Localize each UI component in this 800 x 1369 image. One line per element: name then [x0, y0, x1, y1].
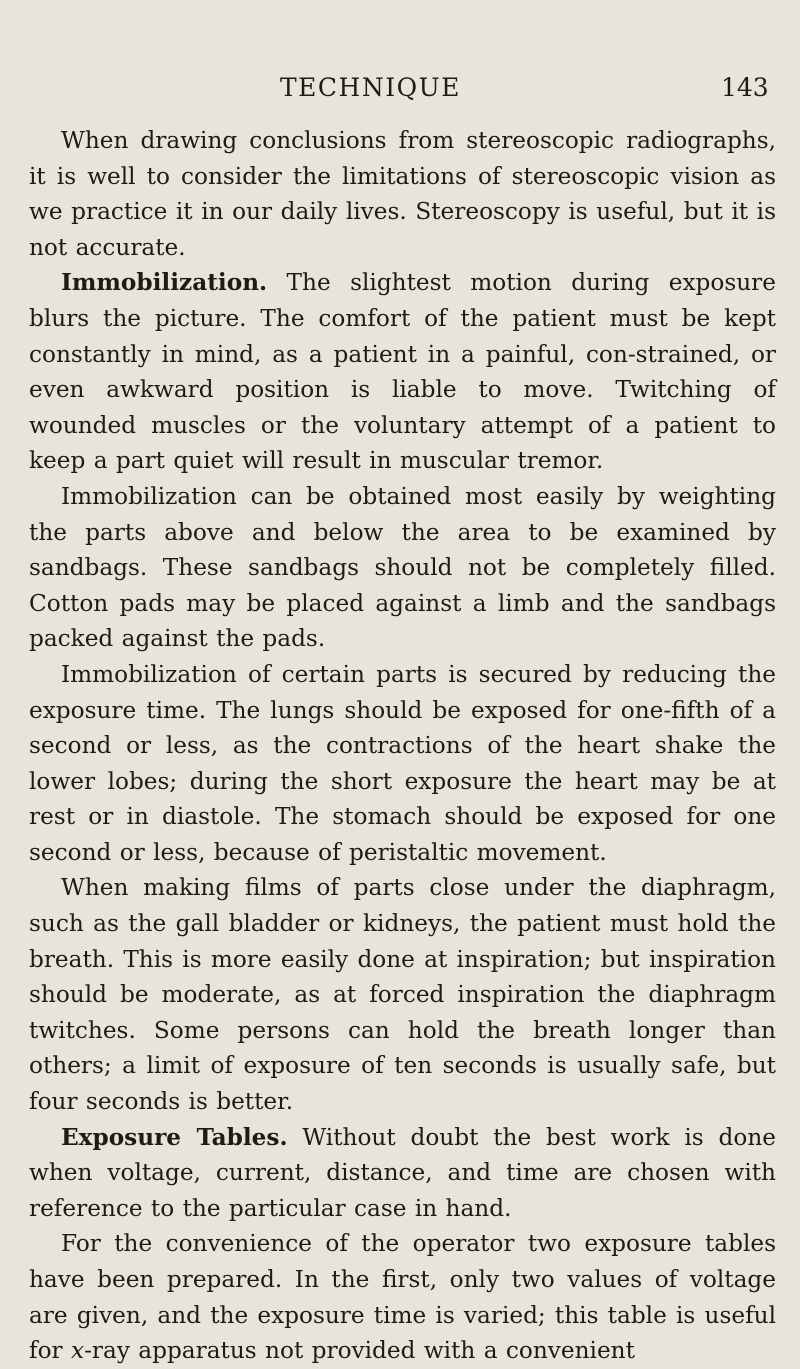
paragraph-text: -ray apparatus not provided with a convenient: [84, 1337, 635, 1365]
paragraph-exposure-tables: [29, 1120, 776, 1227]
section-heading-exposure-tables: Exposure Tables.: [61, 1123, 288, 1151]
paragraph-sandbags: [29, 479, 776, 657]
paragraph-text: For the convenience of the operator two exposure tables have been prepared. In the first, only two values of voltage are given, and the exposure time is varied; this table is useful for: [29, 1230, 776, 1365]
paragraph-text: Immobilization can be obtained most easily by weighting the parts above and below the area to be examined by sandbags. These sandbags should not be completely filled. Cotton pads may be placed against a limb and the sandbags packed against the pads.: [29, 482, 776, 653]
running-title: TECHNIQUE: [280, 73, 461, 102]
paragraph-diaphragm: [29, 870, 776, 1119]
paragraph-immobilization: [29, 265, 776, 479]
paragraph-text: Without doubt the best work is done when voltage, current, distance, and time are chosen with reference to the particular case in hand.: [29, 1123, 776, 1222]
section-heading-immobilization: Immobilization.: [61, 269, 268, 297]
paragraph-stereoscopy: [29, 123, 776, 265]
paragraph-text: When drawing conclusions from stereoscopic radiographs, it is well to consider the limitations of stereoscopic vision as we practice it in our daily lives. Stereoscopy is useful, but it is not accurate.: [29, 127, 776, 261]
body-text: [29, 123, 776, 1369]
paragraph-text: Immobilization of certain parts is secured by reducing the exposure time. The lungs should be exposed for one-fifth of a second or less, as the contractions of the heart shake the lower lobes; during the short exposure the heart may be at rest or in diastole. The stomach should be exposed for one second or less, because of peristaltic movement.: [29, 660, 776, 866]
page-number: 143: [721, 73, 769, 102]
paragraph-exposure-time: [29, 657, 776, 871]
paragraph-text: The slightest motion during exposure blurs the picture. The comfort of the patient must be kept constantly in mind, as a patient in a painful, con-strained, or even awkward position is liable to move. Twitching of wounded muscles or the voluntary attempt of a patient to keep a part quiet will result in muscular tremor.: [29, 269, 776, 475]
paragraph-text: When making films of parts close under the diaphragm, such as the gall bladder or kidneys, the patient must hold the breath. This is more easily done at inspiration; but inspiration should be moderate, as at forced inspiration the diaphragm twitches. Some persons can hold the breath longer than others; a limit of exposure of ten seconds is usually safe, but four seconds is better.: [29, 874, 776, 1116]
page-header: [0, 73, 800, 113]
italic-x: x: [71, 1337, 85, 1365]
